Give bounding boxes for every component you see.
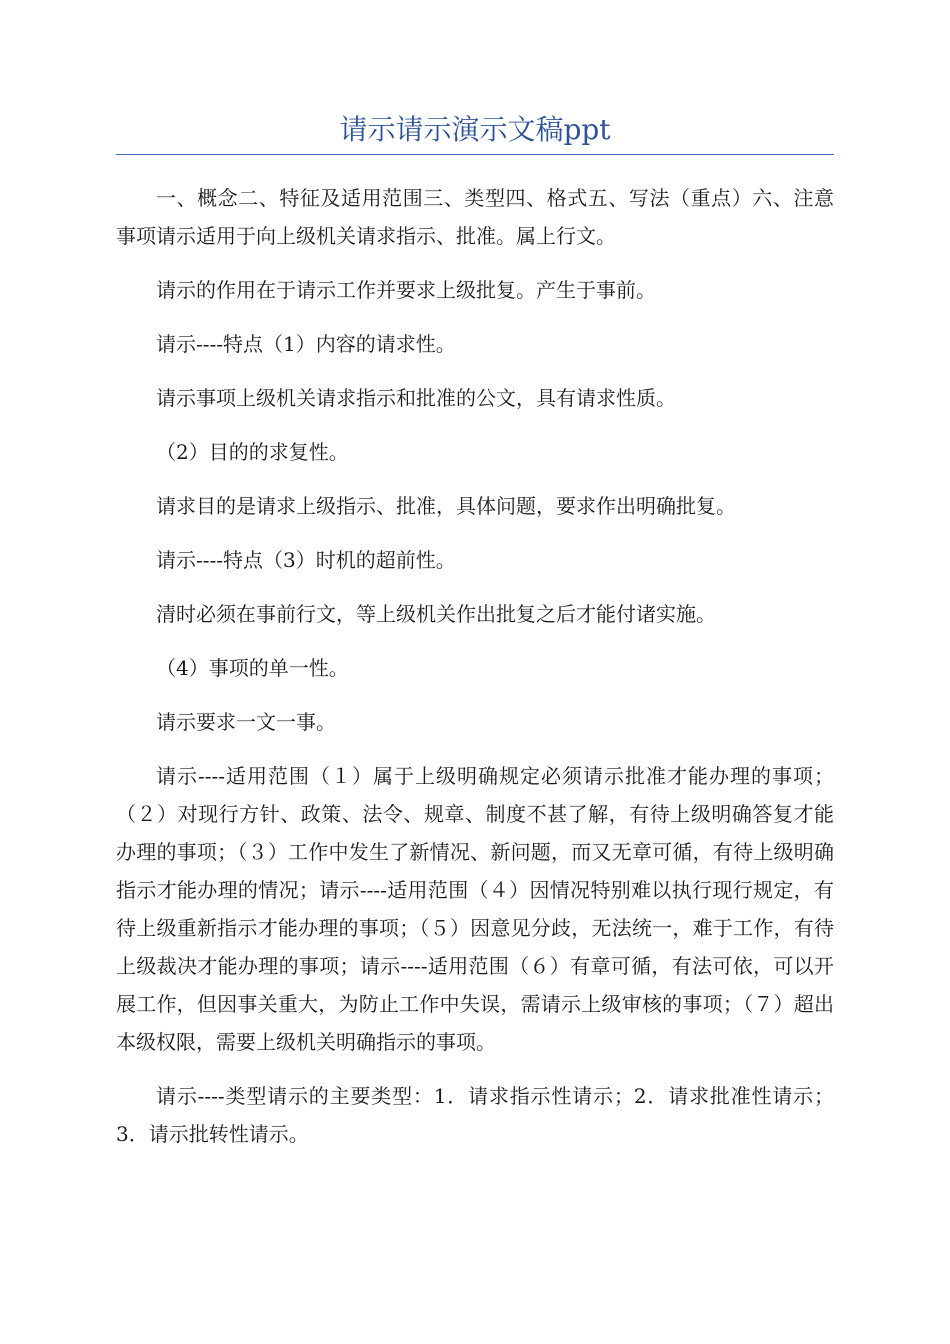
paragraph-scope: 请示----适用范围（１）属于上级明确规定必须请示批准才能办理的事项；（２）对现行方针、政策、法令、规章、制度不甚了解，有待上级明确答复才能办理的事项；（３）工作中发生了新情况、新问题，而又无章可循，有待上级明确指示才能办理的情况；请示----适用范围（４）因情况特别难以执行现行规定，有待上级重新指示才能办理的事项；（５）因意见分歧，无法统一，难于工作，有待上级裁决才能办理的事项；请示----适用范围（６）有章可循，有法可依，可以开展工作，但因事关重大，为防止工作中失误，需请示上级审核的事项；（７）超出本级权限，需要上级机关明确指示的事项。 (116, 764, 834, 1054)
paragraph-feature-2-detail: 请求目的是请求上级指示、批准，具体问题，要求作出明确批复。 (156, 494, 736, 518)
paragraph-feature-3: 请示----特点（3）时机的超前性。 (156, 548, 456, 572)
paragraph-feature-4-detail: 请示要求一文一事。 (156, 710, 336, 734)
document-page (116, 108, 834, 1169)
paragraph-feature-1: 请示----特点（1）内容的请求性。 (156, 332, 456, 356)
paragraph-feature-1-detail: 请示事项上级机关请求指示和批准的公文，具有请求性质。 (156, 386, 676, 410)
document-body (116, 179, 834, 1153)
paragraph-purpose: 请示的作用在于请示工作并要求上级批复。产生于事前。 (156, 278, 656, 302)
paragraph-types: 请示----类型请示的主要类型：1．请求指示性请示；2．请求批准性请示；3．请示批转性请示。 (116, 1084, 834, 1146)
paragraph-feature-2: （2）目的的求复性。 (156, 440, 349, 464)
paragraph-feature-3-detail: 清时必须在事前行文，等上级机关作出批复之后才能付诸实施。 (156, 602, 716, 626)
paragraph-feature-4: （4）事项的单一性。 (156, 656, 349, 680)
document-title: 请示请示演示文稿ppt (116, 108, 834, 155)
paragraph-outline: 一、概念二、特征及适用范围三、类型四、格式五、写法（重点）六、注意事项请示适用于向上级机关请求指示、批准。属上行文。 (116, 186, 834, 248)
